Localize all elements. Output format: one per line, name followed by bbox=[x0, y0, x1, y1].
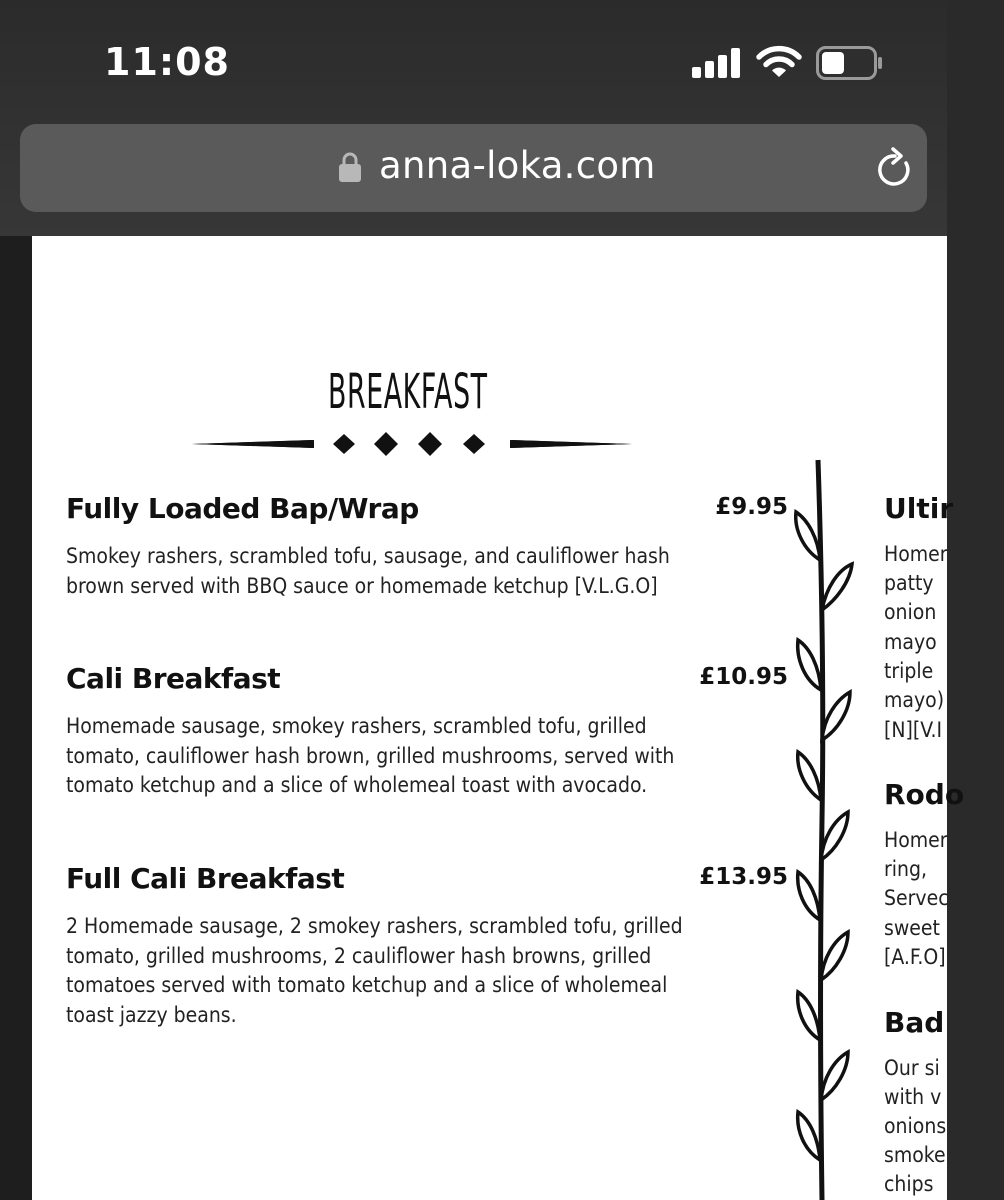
reload-icon[interactable] bbox=[874, 146, 916, 190]
item-description-line: Our si bbox=[884, 1056, 940, 1080]
item-description: Smokey rashers, scrambled tofu, sausage, and cauliflower hash brown served with BBQ sauce or homemade ketchup [V.L.G.O] bbox=[66, 544, 670, 598]
item-description-line: onion bbox=[884, 600, 937, 624]
vine-divider-decoration bbox=[784, 460, 864, 1200]
item-description-line: patty bbox=[884, 571, 934, 595]
item-description-line: onions bbox=[884, 1114, 947, 1138]
item-description-line: [A.F.O] bbox=[884, 945, 946, 969]
item-description-line: ring, bbox=[884, 857, 927, 881]
url-text[interactable]: anna-loka.com bbox=[379, 144, 656, 187]
title-divider-ornament bbox=[192, 432, 632, 460]
item-description-line: Homer bbox=[884, 828, 948, 852]
item-description-line: chips bbox=[884, 1172, 934, 1196]
item-description-line: sweet bbox=[884, 916, 940, 940]
item-description-line: mayo) bbox=[884, 688, 945, 712]
item-name: Cali Breakfast bbox=[66, 662, 281, 695]
lock-icon bbox=[338, 151, 362, 183]
item-name: Fully Loaded Bap/Wrap bbox=[66, 492, 419, 525]
item-name: Bad bbox=[884, 1006, 945, 1039]
page-gutter bbox=[0, 236, 32, 1200]
menu-page bbox=[32, 236, 965, 1200]
item-name: Full Cali Breakfast bbox=[66, 862, 345, 895]
item-price: £10.95 bbox=[699, 664, 788, 690]
item-description-line: with v bbox=[884, 1085, 942, 1109]
item-name: Ultir bbox=[884, 492, 954, 525]
item-price: £13.95 bbox=[699, 864, 788, 890]
item-price: £9.95 bbox=[715, 494, 788, 520]
item-name: Rodo bbox=[884, 778, 965, 811]
item-description-line: Homer bbox=[884, 542, 948, 566]
item-description-line: mayo bbox=[884, 630, 937, 654]
battery-icon bbox=[816, 46, 884, 80]
section-title: BREAKFAST bbox=[328, 364, 488, 420]
item-description-line: smoke bbox=[884, 1143, 946, 1167]
item-description: Homemade sausage, smokey rashers, scrambled tofu, grilled tomato, cauliflower hash brown, grilled mushrooms, served with tomato ketchup and a slice of wholemeal toast with avocado. bbox=[66, 714, 675, 797]
item-description-line: [N][V.I bbox=[884, 718, 943, 742]
browser-chrome bbox=[0, 0, 947, 236]
cellular-signal-icon bbox=[692, 48, 742, 78]
item-description: 2 Homemade sausage, 2 smokey rashers, scrambled tofu, grilled tomato, grilled mushrooms, 2 cauliflower hash browns, grilled tomatoes served with tomato ketchup and a slice of wholemeal toast jazzy beans. bbox=[66, 914, 683, 1027]
status-time: 11:08 bbox=[104, 40, 230, 84]
address-bar[interactable] bbox=[20, 124, 927, 212]
item-description-line: triple bbox=[884, 659, 934, 683]
wifi-icon bbox=[756, 45, 802, 79]
item-description-line: Servec bbox=[884, 886, 949, 910]
